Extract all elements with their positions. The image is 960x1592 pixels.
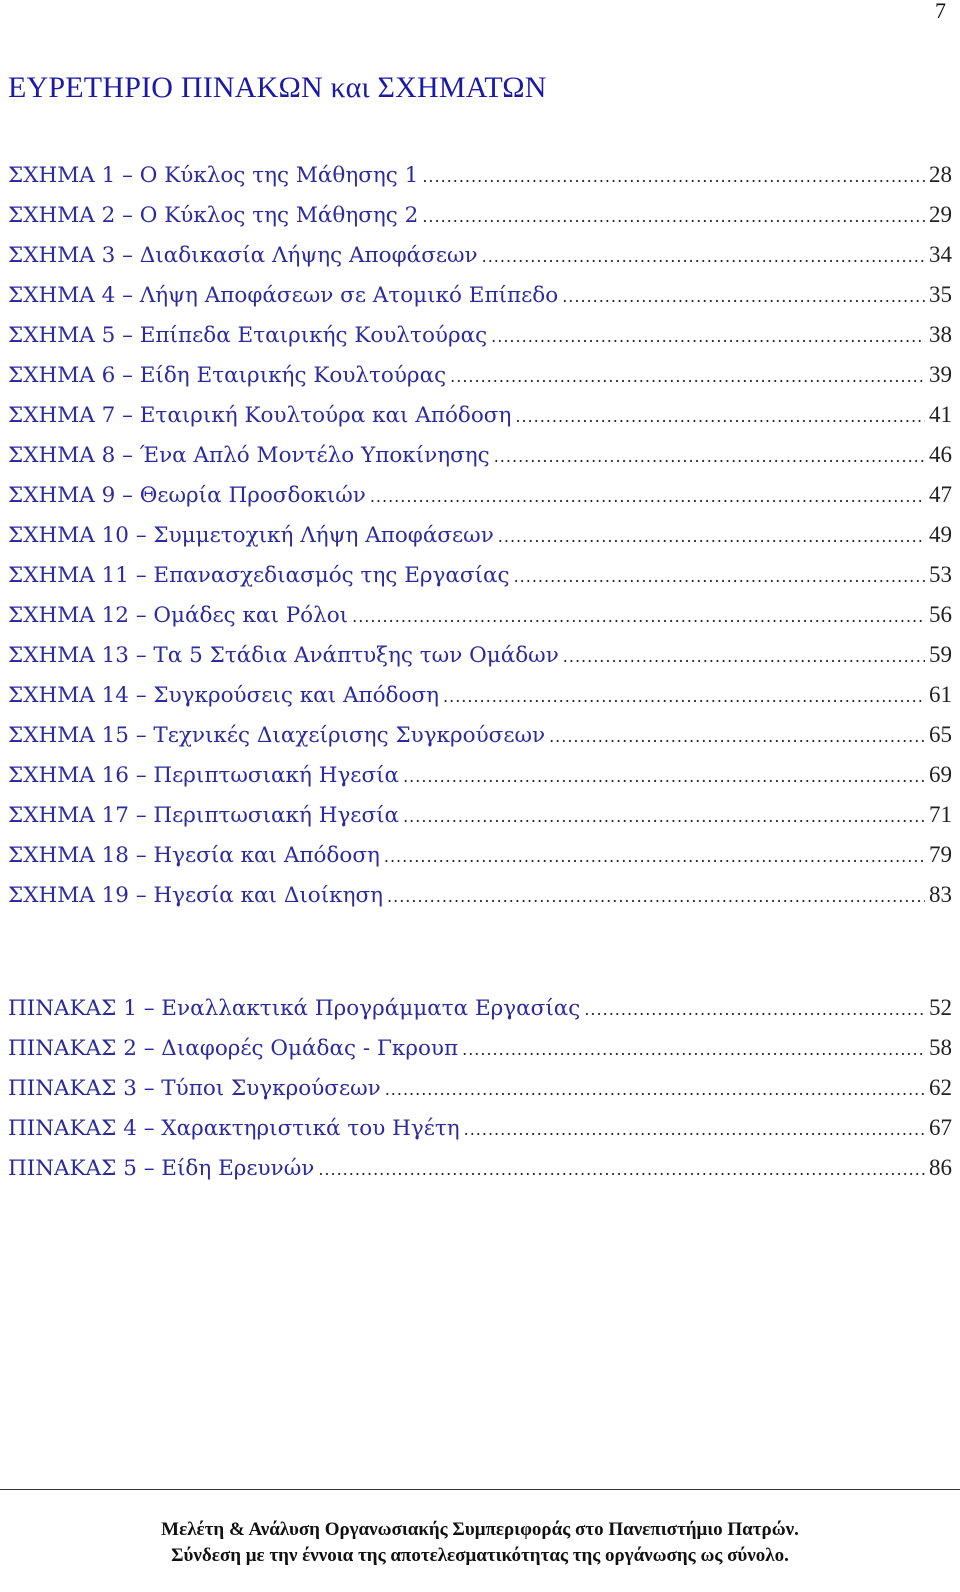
toc-entry-figure-10[interactable] — [8, 515, 952, 555]
toc-entry-figure-13[interactable] — [8, 635, 952, 675]
page-number: 7 — [935, 0, 946, 23]
entry-label: ΠΙΝΑΚΑΣ 3 – Τύποι Συγκρούσεων — [8, 1076, 381, 1101]
toc-entry-figure-9[interactable] — [8, 475, 952, 515]
entry-page-number: 38 — [929, 322, 952, 347]
entry-label: ΠΙΝΑΚΑΣ 2 – Διαφορές Ομάδας - Γκρουπ — [8, 1036, 459, 1061]
entry-page-number: 49 — [929, 522, 952, 547]
entry-label: ΣΧΗΜΑ 6 – Είδη Εταιρικής Κουλτούρας — [8, 363, 447, 388]
dot-leader — [464, 1110, 925, 1150]
entry-page-number: 34 — [929, 242, 952, 267]
toc-entry-figure-6[interactable] — [8, 355, 952, 395]
entry-page-number: 61 — [929, 682, 952, 707]
entry-label: ΣΧΗΜΑ 15 – Τεχνικές Διαχείρισης Συγκρούσεων — [8, 723, 546, 748]
toc-entry-figure-11[interactable] — [8, 555, 952, 595]
entry-label: ΣΧΗΜΑ 1 – Ο Κύκλος της Μάθησης 1 — [8, 163, 419, 188]
entry-label: ΠΙΝΑΚΑΣ 4 – Χαρακτηριστικά του Ηγέτη — [8, 1116, 460, 1141]
dot-leader — [385, 1070, 925, 1110]
toc-entry-figure-16[interactable] — [8, 755, 952, 795]
toc-entry-figure-19[interactable] — [8, 875, 952, 915]
toc-entry-table-3[interactable] — [8, 1068, 952, 1108]
entry-page-number: 39 — [929, 362, 952, 387]
entry-label: ΣΧΗΜΑ 8 – Ένα Απλό Μοντέλο Υποκίνησης — [8, 443, 490, 468]
dot-leader — [549, 717, 925, 757]
entry-label: ΣΧΗΜΑ 11 – Επανασχεδιασμός της Εργασίας — [8, 563, 510, 588]
entry-label: ΣΧΗΜΑ 14 – Συγκρούσεις και Απόδοση — [8, 683, 440, 708]
entry-label: ΣΧΗΜΑ 16 – Περιπτωσιακή Ηγεσία — [8, 763, 400, 788]
entry-page-number: 46 — [929, 442, 952, 467]
dot-leader — [443, 677, 925, 717]
toc-entry-table-2[interactable] — [8, 1028, 952, 1068]
dot-leader — [462, 1030, 925, 1070]
toc-entry-figure-7[interactable] — [8, 395, 952, 435]
figures-list — [8, 155, 952, 915]
entry-page-number: 79 — [929, 842, 952, 867]
toc-entry-figure-3[interactable] — [8, 235, 952, 275]
entry-page-number: 47 — [929, 482, 952, 507]
entry-page-number: 53 — [929, 562, 952, 587]
entry-page-number: 65 — [929, 722, 952, 747]
entry-page-number: 35 — [929, 282, 952, 307]
toc-entry-figure-17[interactable] — [8, 795, 952, 835]
entry-label: ΣΧΗΜΑ 12 – Ομάδες και Ρόλοι — [8, 603, 349, 628]
entry-label: ΣΧΗΜΑ 7 – Εταιρική Κουλτούρα και Απόδοση — [8, 403, 512, 428]
index-title: ΕΥΡΕΤΗΡΙΟ ΠΙΝΑΚΩΝ και ΣΧΗΜΑΤΩΝ — [8, 71, 547, 104]
entry-page-number: 28 — [929, 162, 952, 187]
tables-list — [8, 988, 952, 1188]
footer-line-1: Μελέτη & Ανάλυση Οργανωσιακής Συμπεριφοράς στο Πανεπιστήμιο Πατρών. — [161, 1519, 799, 1540]
entry-label: ΣΧΗΜΑ 13 – Τα 5 Στάδια Ανάπτυξης των Ομάδων — [8, 643, 559, 668]
dot-leader — [403, 797, 925, 837]
dot-leader — [515, 397, 925, 437]
dot-leader — [491, 317, 925, 357]
entry-label: ΣΧΗΜΑ 2 – Ο Κύκλος της Μάθησης 2 — [8, 203, 419, 228]
entry-page-number: 29 — [929, 202, 952, 227]
toc-entry-table-4[interactable] — [8, 1108, 952, 1148]
dot-leader — [352, 597, 925, 637]
toc-entry-table-1[interactable] — [8, 988, 952, 1028]
entry-label: ΣΧΗΜΑ 3 – Διαδικασία Λήψης Αποφάσεων — [8, 243, 478, 268]
dot-leader — [422, 197, 925, 237]
toc-entry-figure-5[interactable] — [8, 315, 952, 355]
dot-leader — [563, 637, 925, 677]
dot-leader — [450, 357, 925, 397]
dot-leader — [370, 477, 925, 517]
entry-page-number: 52 — [929, 995, 952, 1020]
toc-entry-figure-15[interactable] — [8, 715, 952, 755]
toc-entry-figure-8[interactable] — [8, 435, 952, 475]
entry-page-number: 58 — [929, 1035, 952, 1060]
entry-label: ΠΙΝΑΚΑΣ 5 – Είδη Ερευνών — [8, 1156, 315, 1181]
dot-leader — [482, 237, 925, 277]
entry-label: ΣΧΗΜΑ 18 – Ηγεσία και Απόδοση — [8, 843, 380, 868]
entry-page-number: 41 — [929, 402, 952, 427]
dot-leader — [384, 837, 925, 877]
toc-entry-figure-1[interactable] — [8, 155, 952, 195]
entry-page-number: 71 — [929, 802, 952, 827]
entry-label: ΣΧΗΜΑ 17 – Περιπτωσιακή Ηγεσία — [8, 803, 400, 828]
dot-leader — [403, 757, 925, 797]
entry-label: ΠΙΝΑΚΑΣ 1 – Εναλλακτικά Προγράμματα Εργασίας — [8, 996, 581, 1021]
toc-entry-figure-2[interactable] — [8, 195, 952, 235]
dot-leader — [422, 157, 925, 197]
entry-page-number: 59 — [929, 642, 952, 667]
dot-leader — [562, 277, 925, 317]
toc-entry-figure-14[interactable] — [8, 675, 952, 715]
entry-label: ΣΧΗΜΑ 10 – Συμμετοχική Λήψη Αποφάσεων — [8, 523, 494, 548]
dot-leader — [514, 557, 925, 597]
footer-line-2: Σύνδεση με την έννοια της αποτελεσματικότητας της οργάνωσης ως σύνολο. — [171, 1545, 789, 1566]
dot-leader — [498, 517, 925, 557]
dot-leader — [584, 990, 925, 1030]
footer-divider — [0, 1489, 960, 1490]
entry-page-number: 62 — [929, 1075, 952, 1100]
toc-entry-figure-4[interactable] — [8, 275, 952, 315]
dot-leader — [494, 437, 925, 477]
entry-label: ΣΧΗΜΑ 19 – Ηγεσία και Διοίκηση — [8, 883, 384, 908]
toc-entry-table-5[interactable] — [8, 1148, 952, 1188]
entry-label: ΣΧΗΜΑ 4 – Λήψη Αποφάσεων σε Ατομικό Επίπεδο — [8, 283, 559, 308]
entry-page-number: 56 — [929, 602, 952, 627]
entry-page-number: 69 — [929, 762, 952, 787]
entry-label: ΣΧΗΜΑ 9 – Θεωρία Προσδοκιών — [8, 483, 366, 508]
entry-page-number: 83 — [929, 882, 952, 907]
toc-entry-figure-12[interactable] — [8, 595, 952, 635]
entry-page-number: 86 — [929, 1155, 952, 1180]
entry-page-number: 67 — [929, 1115, 952, 1140]
entry-label: ΣΧΗΜΑ 5 – Επίπεδα Εταιρικής Κουλτούρας — [8, 323, 488, 348]
dot-leader — [387, 877, 925, 917]
toc-entry-figure-18[interactable] — [8, 835, 952, 875]
dot-leader — [318, 1150, 925, 1190]
